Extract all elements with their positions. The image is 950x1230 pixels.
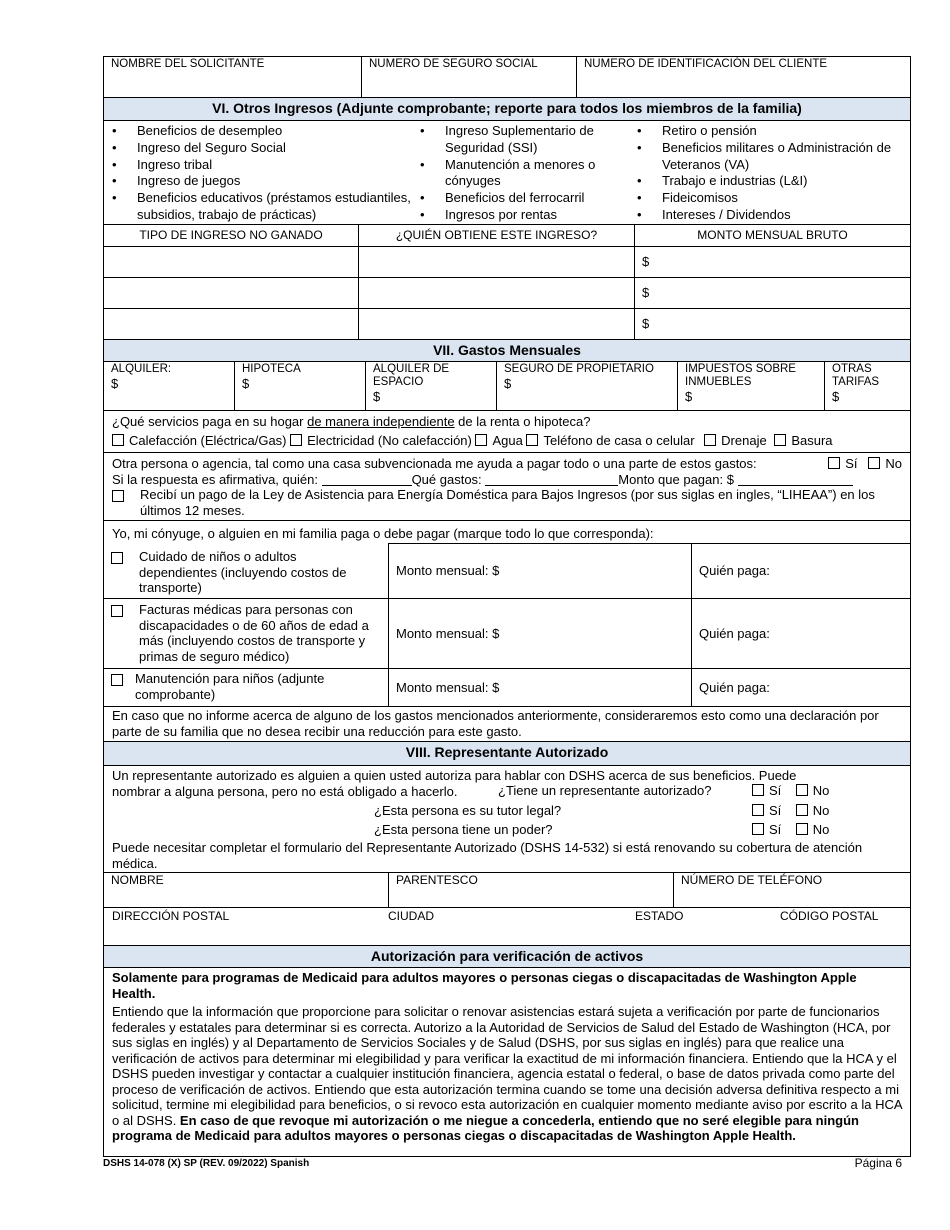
income-amount-input[interactable]: [635, 309, 910, 339]
checkbox[interactable]: [704, 434, 716, 446]
income-type-input[interactable]: [104, 278, 359, 308]
income-table-row: [104, 309, 910, 340]
income-type-input[interactable]: [104, 309, 359, 339]
service-label: Calefacción (Eléctrica/Gas): [129, 432, 287, 448]
monthly-amount-label: Monto mensual: $: [396, 563, 500, 579]
assistance-question-line: [112, 456, 902, 472]
dollar-sign: $: [642, 285, 650, 301]
who-pays-field[interactable]: [692, 669, 910, 706]
rep-answer: [752, 822, 829, 838]
income-type: • Beneficios de desempleo: [110, 123, 418, 140]
monthly-amount-field[interactable]: [389, 669, 692, 706]
mortgage-field[interactable]: [235, 362, 366, 410]
yes-checkbox[interactable]: [752, 823, 764, 835]
who-pays-label: Quién paga:: [699, 679, 770, 695]
who-label: Si la respuesta es afirmativa, quién:: [112, 471, 318, 487]
income-who-input[interactable]: [359, 309, 635, 339]
liheaa-line: [112, 487, 902, 518]
pay-item-row: [104, 599, 910, 669]
income-table-row: [104, 278, 910, 309]
dollar-sign: $: [111, 376, 119, 391]
rep-zip-label: CÓDIGO POSTAL: [780, 909, 879, 923]
pay-item-label: Cuidado de niños o adultos dependientes (incluyendo costos de transporte): [139, 549, 347, 595]
services-question: [112, 414, 902, 430]
assets-text: [112, 1004, 902, 1144]
services-question-underlined: de manera independiente: [307, 414, 455, 429]
assistance-details-line: [112, 472, 902, 488]
no-checkbox[interactable]: [796, 823, 808, 835]
dollar-sign: $: [504, 376, 512, 391]
rep-form-note: Puede necesitar completar el formulario del Representante Autorizado (DSHS 14-532) si está renovando su cobertura de atención médica.: [112, 840, 863, 871]
rep-answer: [752, 803, 829, 819]
pay-item-child-support: [104, 669, 389, 706]
rep-answer: [752, 783, 829, 799]
service-phone[interactable]: [526, 433, 694, 448]
dollar-sign: $: [642, 316, 650, 332]
page-number: Página 6: [854, 1156, 902, 1170]
yes-label: Sí: [769, 783, 782, 798]
assets-bold-intro: Solamente para programas de Medicaid para adultos mayores o personas ciegas o discapacitadas de Washington Apple Health.: [112, 970, 857, 1001]
service-label: Drenaje: [721, 432, 767, 448]
mortgage-label: HIPOTECA: [242, 363, 301, 375]
applicant-id-row: [104, 57, 910, 98]
space-rent-label: ALQUILER DE ESPACIO: [373, 363, 450, 388]
property-tax-field[interactable]: [678, 362, 825, 410]
no-checkbox[interactable]: [796, 804, 808, 816]
homeowner-insurance-field[interactable]: [497, 362, 678, 410]
checkbox[interactable]: [475, 434, 487, 446]
income-type: • Ingreso del Seguro Social: [110, 140, 418, 157]
income-type: • Ingreso tribal: [110, 157, 418, 174]
rep-address-row[interactable]: [104, 908, 910, 946]
services-row: [104, 411, 910, 453]
service-label: Teléfono de casa o celular: [543, 432, 695, 448]
rep-relation-field[interactable]: [389, 873, 674, 907]
yes-checkbox[interactable]: [752, 784, 764, 796]
income-type: • Intereses / Dividendos: [635, 207, 910, 224]
checkbox[interactable]: [111, 552, 123, 564]
assets-body: [104, 968, 910, 1156]
rep-phone-field[interactable]: [674, 873, 910, 907]
rep-name-row: [104, 872, 910, 908]
who-pays-field[interactable]: [692, 543, 910, 598]
rent-field[interactable]: [104, 362, 235, 410]
what-expenses-input[interactable]: [485, 475, 618, 486]
rep-relation-label: PARENTESCO: [396, 873, 478, 887]
application-form: [103, 56, 911, 1157]
income-type: • Beneficios educativos (préstamos estudiantiles, subsidios, trabajo de prácticas): [110, 190, 437, 224]
income-col-1: [104, 123, 418, 224]
service-heating[interactable]: [112, 433, 287, 448]
no-label: No: [812, 822, 830, 837]
no-label: No: [812, 803, 830, 818]
income-type: • Fideicomisos: [635, 190, 910, 207]
rep-address-label: DIRECCIÓN POSTAL: [112, 909, 230, 923]
rent-label: ALQUILER:: [111, 363, 172, 375]
income-type: • Ingreso de juegos: [110, 173, 418, 190]
yes-label: Sí: [769, 803, 782, 818]
yes-checkbox[interactable]: [752, 804, 764, 816]
pay-item-label: Manutención para niños (adjunte comprobante): [135, 671, 325, 702]
income-who-input[interactable]: [359, 278, 635, 308]
checkbox[interactable]: [111, 674, 123, 686]
homeowner-insurance-label: SEGURO DE PROPIETARIO: [504, 363, 654, 375]
ssn-label: NUMERO DE SEGURO SOCIAL: [369, 58, 538, 70]
income-amount-input[interactable]: [635, 247, 910, 277]
section-viii-header: VIII. Representante Autorizado: [104, 741, 910, 766]
income-type: • Retiro o pensión: [635, 123, 910, 140]
no-label: No: [885, 456, 902, 471]
income-type: • Beneficios militares o Administración de Veteranos (VA): [635, 140, 910, 174]
ssn-field[interactable]: [362, 57, 577, 97]
pay-item-medical: [104, 599, 389, 668]
client-id-label: NUMERO DE IDENTIFICACIÓN DEL CLIENTE: [584, 58, 828, 70]
rep-question: ¿Esta persona tiene un poder?: [374, 822, 553, 837]
pay-item-row: [104, 543, 910, 599]
income-who-input[interactable]: [359, 247, 635, 277]
amount-paid-input[interactable]: [738, 475, 853, 486]
yes-label: Sí: [845, 456, 858, 471]
income-amount-col-header: MONTO MENSUAL BRUTO: [697, 228, 848, 242]
rep-name-field[interactable]: [104, 873, 389, 907]
yes-checkbox[interactable]: [828, 457, 840, 469]
income-type: • Trabajo e industrias (L&I): [635, 173, 910, 190]
yes-label: Sí: [769, 822, 782, 837]
income-type: • Ingreso Suplementario de Seguridad (SSI): [418, 123, 635, 157]
monthly-amount-label: Monto mensual: $: [396, 679, 500, 695]
assets-body-text: Entiendo que la información que proporcione para solicitar o renovar asistencias estará sujeta a verificación por parte de funcionarios federales y estatales para determinar si es correcta. Autorizo a la Autoridad de Servicios de Salud del Estado de Washington (HCA, por sus siglas en inglés) y al Departamento de Servicios Sociales y de Salud (DSHS, por sus siglas en inglés) para que realice una verificación de activos para determinar mi elegibilidad y para verificar la exactitud de mi información financiera. Entiendo que la HCA y el DSHS pueden investigar y contactar a cualquier institución financiera, agencia estatal o federal, o base de datos privada como parte del proceso de verificación de activos. Entiendo que esta autorización termina cuando se tome una decisión adversa definitiva respecto a mi solicitud, termine mi elegibilidad para beneficios, o si revoco esta autorización en cualquier momento mediante aviso por escrito a la HCA o al DSHS.: [112, 1004, 902, 1128]
dollar-sign: $: [242, 376, 250, 391]
service-label: Basura: [791, 432, 833, 448]
service-drainage[interactable]: [704, 433, 767, 448]
rep-name-label: NOMBRE: [111, 873, 164, 887]
income-types-list: [104, 121, 910, 225]
pay-item-childcare: [104, 543, 389, 598]
assistance-question: Otra persona o agencia, tal como una casa subvencionada me ayuda a pagar todo o una parte de estos gastos:: [112, 456, 757, 471]
rep-intro: Un representante autorizado es alguien a quien usted autoriza para hablar con DSHS acerca de sus beneficios. Puede nombrar a alguna persona, pero no está obligado a hacerlo.: [112, 768, 797, 799]
checkbox[interactable]: [290, 434, 302, 446]
who-pays-field[interactable]: [692, 599, 910, 668]
income-type: • Ingresos por rentas: [418, 207, 635, 224]
services-question-text: de la renta o hipoteca?: [454, 414, 591, 429]
service-garbage[interactable]: [774, 433, 832, 448]
monthly-amount-field[interactable]: [389, 543, 692, 598]
assets-header: Autorización para verificación de activos: [104, 946, 910, 968]
liheaa-checkbox[interactable]: [112, 490, 124, 502]
services-question-text: ¿Qué servicios paga en su hogar: [112, 414, 308, 429]
service-water[interactable]: [475, 433, 522, 448]
checkbox[interactable]: [526, 434, 538, 446]
services-options: [112, 433, 902, 449]
rep-state-label: ESTADO: [635, 909, 684, 923]
pay-item-label: Facturas médicas para personas con discapacidades o de 60 años de edad a más (incluyendo costos de transporte y primas de seguro médico): [139, 602, 369, 664]
no-label: No: [812, 783, 830, 798]
service-electricity[interactable]: [290, 433, 472, 448]
rep-intro-block: [104, 766, 910, 872]
dollar-sign: $: [832, 389, 840, 404]
income-type: • Manutención a menores o cónyuges: [418, 157, 635, 191]
assistance-row: [104, 453, 910, 521]
who-pays-label: Quién paga:: [699, 625, 770, 641]
income-type: • Beneficios del ferrocarril: [418, 190, 635, 207]
what-expenses-label: Qué gastos:: [411, 471, 482, 487]
income-type-col-header: TIPO DE INGRESO NO GANADO: [104, 225, 359, 246]
income-type-input[interactable]: [104, 247, 359, 277]
liheaa-label: Recibí un pago de la Ley de Asistencia para Energía Doméstica para Bajos Ingresos (por sus siglas en ingles, “LIHEAA”) en los últimos 12 meses.: [140, 487, 875, 518]
rep-city-label: CIUDAD: [388, 909, 435, 923]
dollar-sign: $: [642, 254, 650, 270]
form-id: DSHS 14-078 (X) SP (REV. 09/2022) Spanish: [103, 1158, 310, 1169]
other-fees-field[interactable]: [825, 362, 910, 410]
client-id-field[interactable]: [577, 57, 910, 97]
rep-question: ¿Tiene un representante autorizado?: [498, 783, 712, 798]
income-table-header: [104, 225, 910, 247]
service-label: Agua: [492, 432, 523, 448]
applicant-name-label: NOMBRE DEL SOLICITANTE: [111, 58, 265, 70]
no-checkbox[interactable]: [796, 784, 808, 796]
space-rent-field[interactable]: [366, 362, 497, 410]
no-checkbox[interactable]: [868, 457, 880, 469]
other-fees-label: OTRAS TARIFAS: [832, 363, 880, 388]
monthly-amount-field[interactable]: [389, 599, 692, 668]
service-label: Electricidad (No calefacción): [307, 432, 472, 448]
assistance-yes-no: [828, 456, 902, 472]
income-who-col-header: ¿QUIÉN OBTIENE ESTE INGRESO?: [359, 225, 635, 246]
income-table-row: [104, 247, 910, 278]
who-input[interactable]: [322, 475, 412, 486]
checkbox[interactable]: [774, 434, 786, 446]
rep-question: ¿Esta persona es su tutor legal?: [374, 803, 562, 818]
rep-phone-label: NÚMERO DE TELÉFONO: [681, 873, 823, 887]
section-vi-header: VI. Otros Ingresos (Adjunte comprobante; reporte para todos los miembros de la familia): [104, 98, 910, 121]
income-amount-input[interactable]: [635, 278, 910, 308]
pay-intro: Yo, mi cónyuge, o alguien en mi familia paga o debe pagar (marque todo lo que corresponda):: [112, 526, 654, 541]
pay-item-row: [104, 669, 910, 707]
checkbox[interactable]: [111, 605, 123, 617]
expenses-fields-row: [104, 362, 910, 411]
property-tax-label: IMPUESTOS SOBRE INMUEBLES: [685, 363, 796, 388]
amount-paid-label: Monto que pagan: $: [618, 471, 734, 487]
applicant-name-field[interactable]: [104, 57, 362, 97]
checkbox[interactable]: [112, 434, 124, 446]
monthly-amount-label: Monto mensual: $: [396, 625, 500, 641]
section-vii-header: VII. Gastos Mensuales: [104, 340, 910, 362]
income-col-3: [635, 123, 910, 224]
who-pays-label: Quién paga:: [699, 563, 770, 579]
expenses-note: En caso que no informe acerca de alguno de los gastos mencionados anteriormente, consideraremos esto como una declaración por parte de su familia que no desea recibir una reducción para este gasto.: [112, 708, 879, 739]
assets-body-bold: En caso de que revoque mi autorización o me niegue a concederla, entiendo que no seré elegible para ningún programa de Medicaid para adultos mayores o personas ciegas o discapacitadas de Washington Apple Health.: [112, 1112, 859, 1143]
income-col-2: [418, 123, 635, 224]
dollar-sign: $: [373, 389, 381, 404]
dollar-sign: $: [685, 389, 693, 404]
